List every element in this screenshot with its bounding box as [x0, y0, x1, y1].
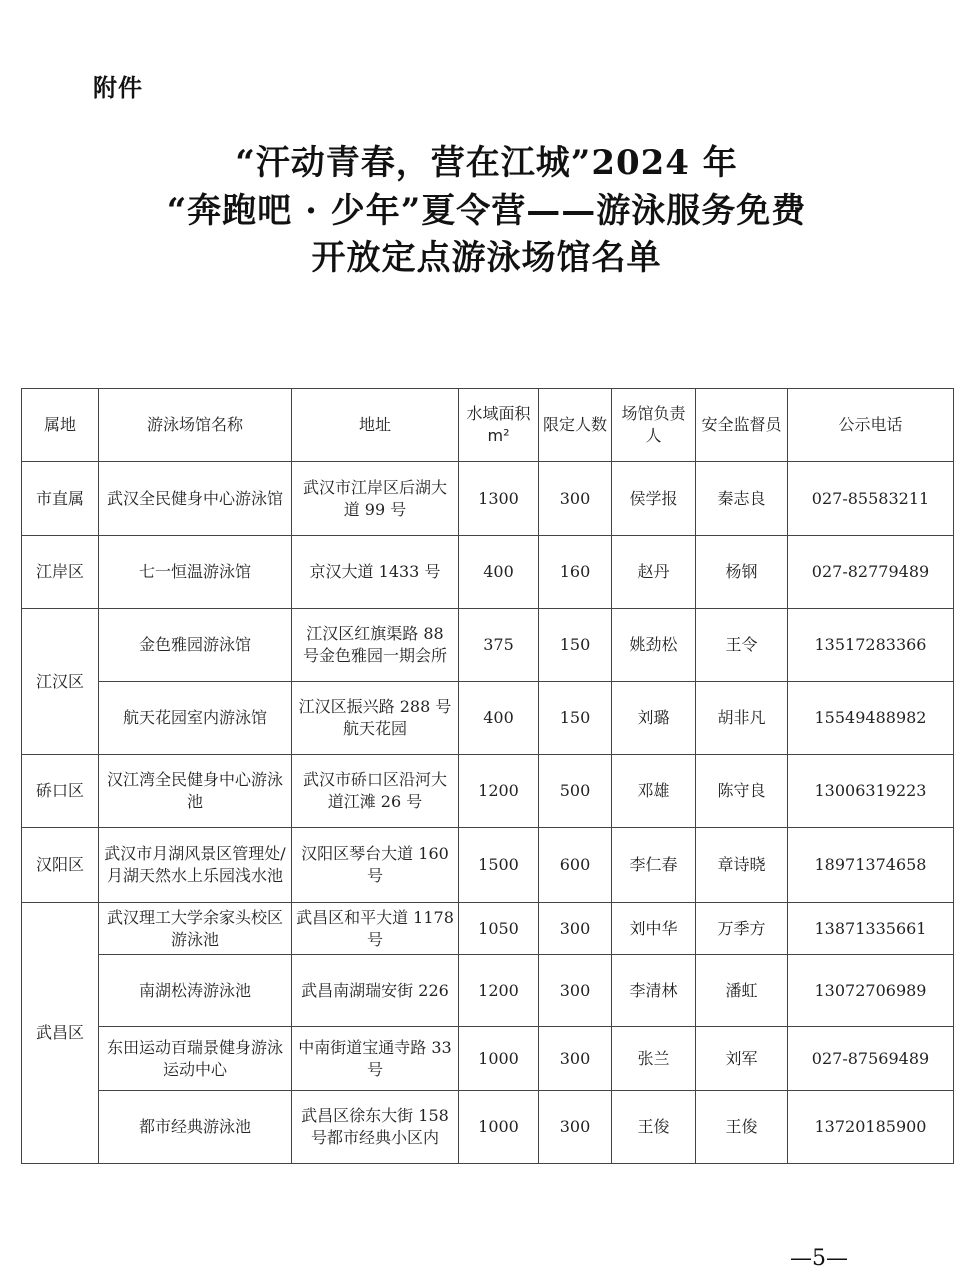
table-row	[22, 755, 954, 828]
table-row	[22, 536, 954, 609]
cell-address: 中南街道宝通寺路 33 号	[292, 1027, 459, 1091]
cell-safety: 王俊	[696, 1091, 788, 1164]
table-row	[22, 1091, 954, 1164]
cell-address: 江汉区红旗渠路 88 号金色雅园一期会所	[292, 609, 459, 682]
cell-area: 400	[459, 536, 539, 609]
page-number: —5—	[790, 1246, 848, 1271]
attachment-label: 附件	[93, 74, 143, 102]
cell-phone: 13006319223	[788, 755, 954, 828]
cell-safety: 刘军	[696, 1027, 788, 1091]
cell-safety: 杨钢	[696, 536, 788, 609]
cell-manager: 李清林	[612, 955, 696, 1027]
cell-phone: 027-82779489	[788, 536, 954, 609]
cell-district: 江岸区	[22, 536, 99, 609]
header-venue: 游泳场馆名称	[99, 389, 292, 462]
cell-phone: 13871335661	[788, 903, 954, 955]
cell-capacity: 150	[539, 609, 612, 682]
cell-capacity: 500	[539, 755, 612, 828]
cell-address: 武昌南湖瑞安街 226	[292, 955, 459, 1027]
cell-area: 1000	[459, 1027, 539, 1091]
cell-address: 武汉市硚口区沿河大道江滩 26 号	[292, 755, 459, 828]
table-row	[22, 828, 954, 903]
cell-capacity: 300	[539, 955, 612, 1027]
header-area: 水域面积m²	[459, 389, 539, 462]
cell-address: 京汉大道 1433 号	[292, 536, 459, 609]
cell-capacity: 300	[539, 462, 612, 536]
cell-venue: 东田运动百瑞景健身游泳运动中心	[99, 1027, 292, 1091]
cell-venue: 武汉市月湖风景区管理处/月湖天然水上乐园浅水池	[99, 828, 292, 903]
header-safety: 安全监督员	[696, 389, 788, 462]
cell-manager: 邓雄	[612, 755, 696, 828]
cell-safety: 章诗晓	[696, 828, 788, 903]
cell-safety: 潘虹	[696, 955, 788, 1027]
cell-area: 1200	[459, 955, 539, 1027]
cell-capacity: 300	[539, 903, 612, 955]
cell-address: 汉阳区琴台大道 160 号	[292, 828, 459, 903]
cell-address: 武汉市江岸区后湖大道 99 号	[292, 462, 459, 536]
cell-venue: 武汉全民健身中心游泳馆	[99, 462, 292, 536]
cell-phone: 027-87569489	[788, 1027, 954, 1091]
cell-venue: 南湖松涛游泳池	[99, 955, 292, 1027]
cell-area: 1000	[459, 1091, 539, 1164]
header-district: 属地	[22, 389, 99, 462]
table-row	[22, 609, 954, 682]
cell-district: 武昌区	[22, 903, 99, 1164]
cell-manager: 张兰	[612, 1027, 696, 1091]
cell-area: 1200	[459, 755, 539, 828]
cell-phone: 13072706989	[788, 955, 954, 1027]
table-row	[22, 903, 954, 955]
table-row	[22, 955, 954, 1027]
cell-area: 400	[459, 682, 539, 755]
cell-area: 1050	[459, 903, 539, 955]
cell-manager: 侯学报	[612, 462, 696, 536]
cell-manager: 刘中华	[612, 903, 696, 955]
cell-area: 1500	[459, 828, 539, 903]
cell-address: 武昌区徐东大街 158 号都市经典小区内	[292, 1091, 459, 1164]
cell-venue: 航天花园室内游泳馆	[99, 682, 292, 755]
table-row	[22, 462, 954, 536]
cell-venue: 汉江湾全民健身中心游泳池	[99, 755, 292, 828]
cell-safety: 万季方	[696, 903, 788, 955]
cell-venue: 金色雅园游泳馆	[99, 609, 292, 682]
cell-address: 江汉区振兴路 288 号航天花园	[292, 682, 459, 755]
cell-capacity: 300	[539, 1027, 612, 1091]
cell-venue: 都市经典游泳池	[99, 1091, 292, 1164]
table-row	[22, 1027, 954, 1091]
cell-phone: 18971374658	[788, 828, 954, 903]
cell-safety: 王令	[696, 609, 788, 682]
table-row	[22, 682, 954, 755]
cell-district: 市直属	[22, 462, 99, 536]
cell-manager: 刘璐	[612, 682, 696, 755]
cell-capacity: 160	[539, 536, 612, 609]
cell-address: 武昌区和平大道 1178 号	[292, 903, 459, 955]
cell-phone: 027-85583211	[788, 462, 954, 536]
cell-manager: 李仁春	[612, 828, 696, 903]
cell-manager: 姚劲松	[612, 609, 696, 682]
cell-capacity: 600	[539, 828, 612, 903]
cell-safety: 秦志良	[696, 462, 788, 536]
cell-district: 汉阳区	[22, 828, 99, 903]
cell-area: 1300	[459, 462, 539, 536]
cell-area: 375	[459, 609, 539, 682]
table-header-row	[22, 389, 954, 462]
cell-phone: 13720185900	[788, 1091, 954, 1164]
header-manager: 场馆负责人	[612, 389, 696, 462]
title-line-1: “汗动青春，营在江城”2024 年	[235, 143, 738, 183]
cell-phone: 15549488982	[788, 682, 954, 755]
cell-capacity: 150	[539, 682, 612, 755]
cell-venue: 武汉理工大学余家头校区游泳池	[99, 903, 292, 955]
header-phone: 公示电话	[788, 389, 954, 462]
venue-table	[21, 388, 954, 1164]
title-line-3: 开放定点游泳场馆名单	[311, 238, 662, 278]
cell-district: 江汉区	[22, 609, 99, 755]
cell-venue: 七一恒温游泳馆	[99, 536, 292, 609]
header-capacity: 限定人数	[539, 389, 612, 462]
cell-safety: 陈守良	[696, 755, 788, 828]
cell-phone: 13517283366	[788, 609, 954, 682]
title-line-2: “奔跑吧 · 少年”夏令营——游泳服务免费	[166, 191, 807, 231]
cell-capacity: 300	[539, 1091, 612, 1164]
header-address: 地址	[292, 389, 459, 462]
cell-safety: 胡非凡	[696, 682, 788, 755]
cell-district: 硚口区	[22, 755, 99, 828]
cell-manager: 赵丹	[612, 536, 696, 609]
cell-manager: 王俊	[612, 1091, 696, 1164]
